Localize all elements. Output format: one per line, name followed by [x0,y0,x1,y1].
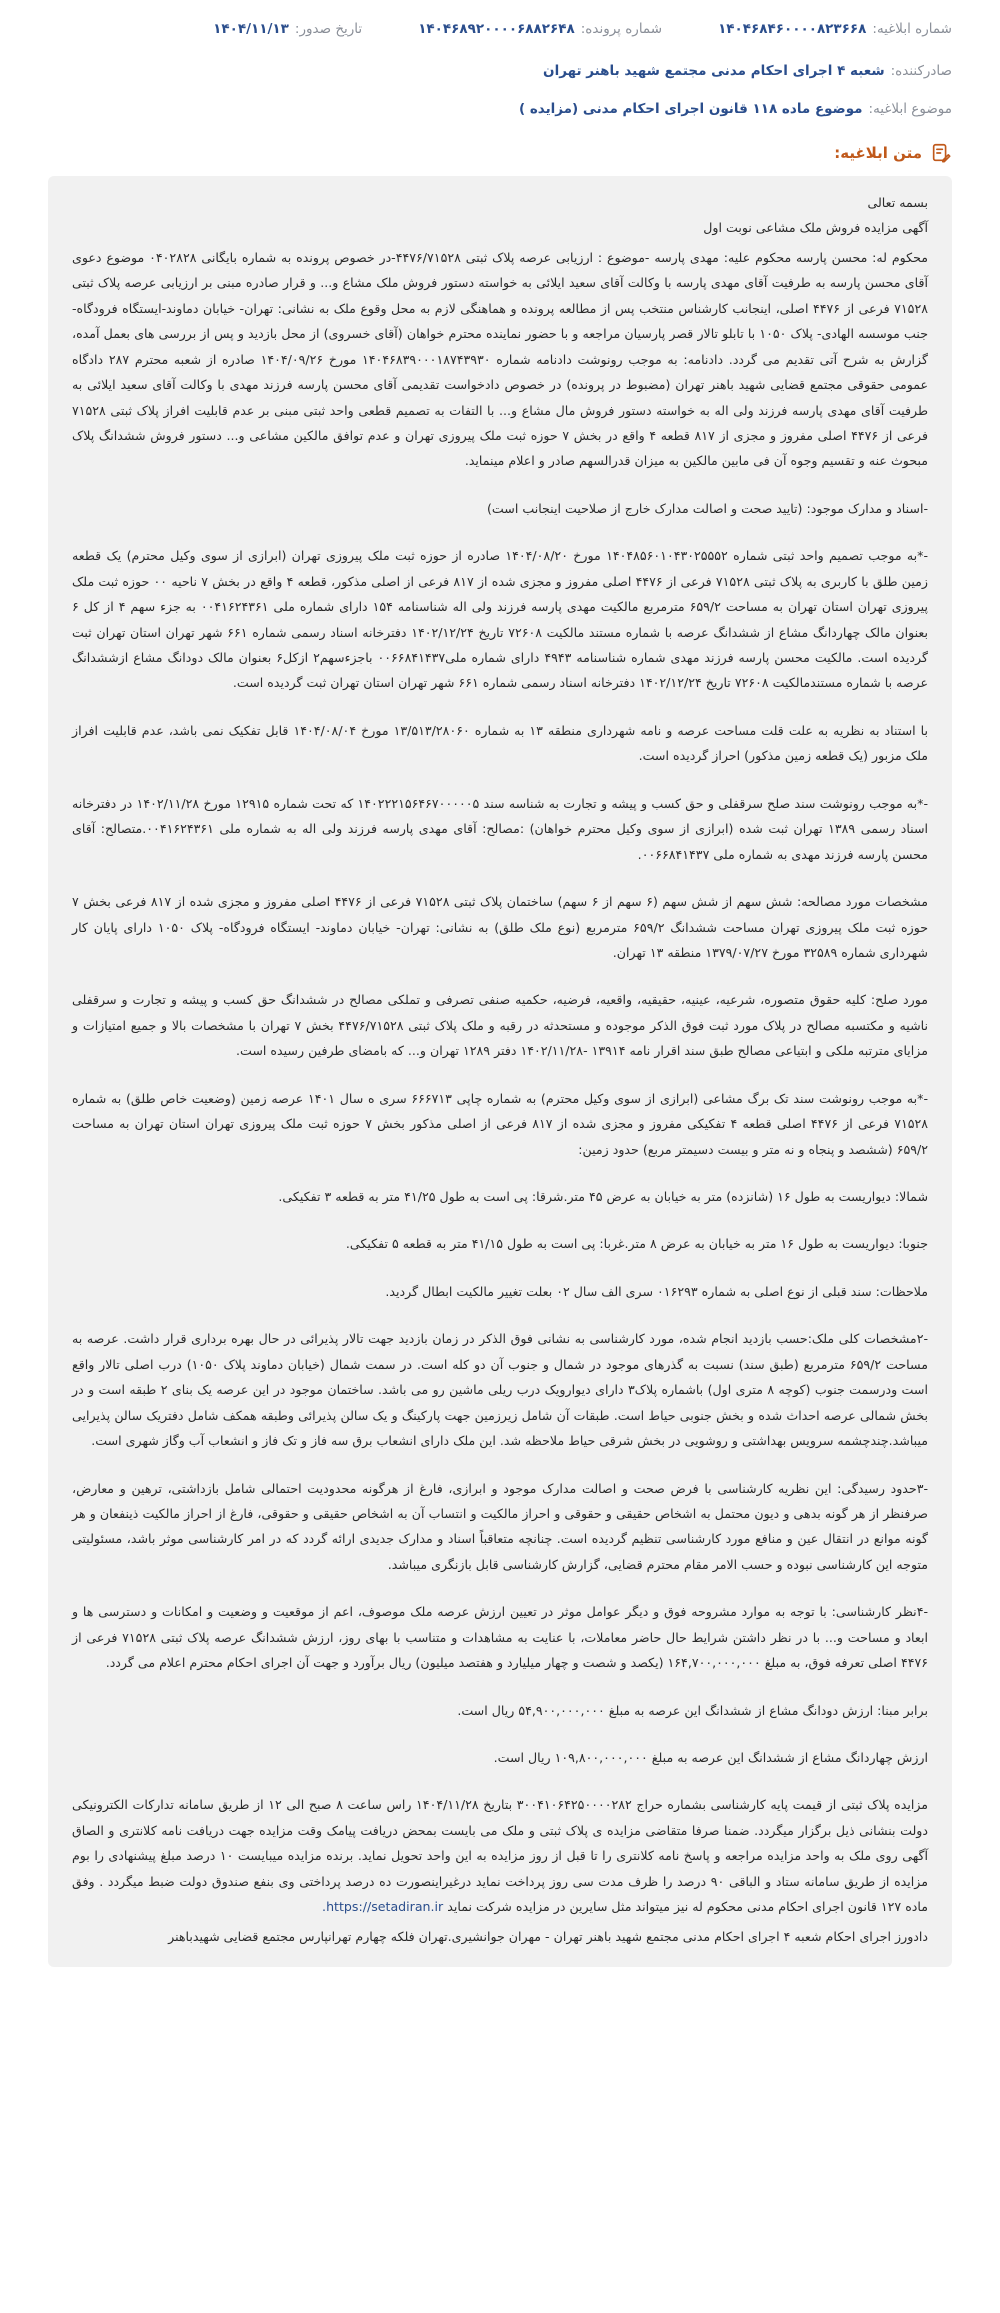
case-number-label: شماره پرونده: [580,21,663,37]
setad-link[interactable]: https://setadiran.ir. [322,1899,444,1915]
notice-number [718,21,952,37]
paragraph-two-share-value: برابر مبنا: ارزش دودانگ مشاع از ششدانگ این عرصه به مبلغ ۵۴,۹۰۰,۰۰۰,۰۰۰ ریال است. [457,1702,928,1718]
paragraph-four-share-value: ارزش چهاردانگ مشاع از ششدانگ این عرصه به مبلغ ۱۰۹,۸۰۰,۰۰۰,۰۰۰ ریال است. [493,1750,928,1765]
paragraph-expert-opinion: -۴نظر کارشناسی: با توجه به موارد مشروحه فوق و دیگر عوامل موثر در تعیین ارزش عرصه ملک موصوف، اعم از موقعیت و وضعیت و امکانات و دسترسی ها و ابعاد و مساحت و... با در نظر داشتن شرایط حال حاضر معاملات، با عنایت به مشاهدات و متناسب با بهای روز، ارزش ششدانگ عرصه پلاک ثبتی ۷۱۵۲۸ فرعی از ۴۴۷۶ اصلی تعرفه فوق، به مبلغ ۱۶۴,۷۰۰,۰۰۰,۰۰۰ (یکصد و شصت و چهار میلیارد و هفتصد میلیون) ریال برآورد و جهت آن اجرای احکام محترم اعلام می گردد. [72,1604,928,1671]
paragraph-settlement-deed: -*به موجب رونوشت سند صلح سرقفلی و حق کسب و پیشه و تجارت به شناسه سند ۱۴۰۲۲۲۱۵۶۴۶۷۰۰۰۰۰۵ که تحت شماره ۱۲۹۱۵ مورخ ۱۴۰۲/۱۱/۲۸ در دفترخانه اسناد رسمی ۱۳۸۹ تهران ثبت شده (ابرازی از سوی وکیل محترم خواهان) :مصالح: آقای مهدی پارسه فرزند ولی اله به شماره ملی ۰۰۴۱۶۲۴۳۶۱.متصالح: آقای محسن پارسه فرزند مهدی به شماره ملی ۰۰۶۶۸۴۱۴۳۷. [72,795,929,862]
case-number [418,21,662,37]
issue-date-value: ۱۴۰۴/۱۱/۱۳ [213,21,289,37]
paragraph-property-specs: -۲مشخصات کلی ملک:حسب بازدید انجام شده، مورد کارشناسی به نشانی فوق الذکر در زمان بازدید جهت تالار پذیرائی در حال بهره برداری قرار داشت. عرصه به مساحت ۶۵۹/۲ مترمربع (طبق سند) نسبت به گذرهای موجود در شمال و جنوب آن دو کله است. در سمت شمال (خیابان دماوند پلاک ۱۰۵۰) درب اصلی تالار واقع است ودرسمت جنوب (کوچه ۸ متری اول) باشماره پلاک۳ دارای دیوارویک درب ریلی ماشین رو می باشد. ساختمان موجود در این عرصه یک بنای ۲ طبقه است و در بخش شمالی عرصه احداث شده و بخش جنوبی حیاط است. طبقات آن شامل زیرزمین جهت پارکینگ و یک سالن پذیرائی وطبقه همکف شامل دفتریک سالن پذیرایی میباشد.چندچشمه سرویس بهداشتی و روشویی در بخش شرقی حیاط ملاحظه شد. این ملک دارای انشعاب برق سه فاز و تک فاز و انشعاب آب وگاز شهری است. [72,1331,928,1449]
section-title-label: متن ابلاغیه: [834,144,922,162]
auction-terms-text: مزایده پلاک ثبتی از قیمت پایه کارشناسی بشماره حراج ۳۰۰۴۱۰۶۴۲۵۰۰۰۰۲۸۲ بتاریخ ۱۴۰۴/۱۱/۲۸ راس ساعت ۸ صبح الی ۱۲ از طریق سامانه تدارکات الکترونیکی دولت بنشانی ذیل برگزار میگردد. ضمنا صرفا متقاضی مزایده ی پلاک ثبتی و ملک می بایست بمحض دریافت پیامک وقت مزایده جهت دریافت نامه کلانتری و الصاق آگهی روی ملک به واحد مزایده مراجعه و پاسخ نامه کلانتری را تا قبل از روز مزایده به این واحد تحویل نماید. برنده مزایده میبایست ۱۰ درصد مبلغ پیشنهادی را بوم مزایده از طریق سامانه ستاد و الباقی ۹۰ درصد را ظرف مدت سی روز پرداخت نماید درغیراینصورت ده درصد پرداختی وی بنفع صندوق دولت ضبط میگردد . وفق ماده ۱۲۷ قانون اجرای احکام مدنی محکوم له نیز میتواند مثل سایرین در مزایده شرکت نماید [72,1797,929,1915]
notice-number-label: شماره ابلاغیه: [872,21,952,37]
section-title [48,142,952,164]
notice-number-value: ۱۴۰۴۶۸۴۶۰۰۰۰۸۲۳۶۶۸ [718,21,867,37]
paragraph-south-west-bounds: جنوبا: دیواریست به طول ۱۶ متر به خیابان به عرض ۸ متر.غربا: پی است به طول ۴۱/۱۵ متر به قطعه ۵ تفکیکی. [345,1236,928,1252]
paragraph-title-deed: -*به موجب رونوشت سند تک برگ مشاعی (ابرازی از سوی وکیل محترم) به شماره چاپی ۶۶۶۷۱۳ سری ه سال ۱۴۰۱ عرصه زمین (وضعیت خاص طلق) به شماره ۷۱۵۲۸ فرعی از ۴۴۷۶ اصلی قطعه ۴ تفکیکی مفروز و مجزی شده از ۸۱۷ فرعی از اصلی مذکور بخش ۷ حوزه ثبت ملک پیروزی تهران استان تهران به مساحت ۶۵۹/۲ (ششصد و پنجاه و نه متر و بیست دسیمتر مربع) حدود زمین: [72,1090,929,1157]
issue-date [213,21,362,37]
greeting: بسمه تعالی [867,195,928,210]
subject-line [48,90,952,128]
paragraph-settlement-subject: مورد صلح: کلیه حقوق متصوره، شرعیه، عینیه، حقیقیه، واقعیه، فرضیه، حکمیه صنفی تصرفی و تملکی مصالح در ششدانگ حق کسب و پیشه و تجارت و سرقفلی ناشیه و مکتسبه مصالح در پلاک مورد ثبت فوق الذکر موجوده و مستحدثه در رقبه و ملک پلاک ثبتی ۴۴۷۶/۷۱۵۲۸ بخش ۷ تهران با مشخصات بالا و جمیع امتیازات و مزایای مترتبه ملکی و ابتیاعی مصالح طبق سند اقرار نامه ۱۳۹۱۴ -۱۴۰۲/۱۱/۲۸ دفتر ۱۲۸۹ تهران و... که بامضای طرفین رسیده است. [72,992,928,1059]
paragraph-remarks: ملاحظات: سند قبلی از نوع اصلی به شماره ۰۱۶۲۹۳ سری الف سال ۰۲ بعلت تغییر مالکیت ابطال گردید. [385,1283,928,1299]
notice-heading: آگهی مزایده فروش ملک مشاعی نوبت اول [703,220,928,236]
issuer-label: صادرکننده: [890,63,952,79]
issuer-value: شعبه ۴ اجرای احکام مدنی مجتمع شهید باهنر تهران [543,63,885,79]
signature-footer: دادورز اجرای احکام شعبه ۴ اجرای احکام مدنی مجتمع شهید باهنر تهران - مهران جوانشیری.تهران فلکه چهارم تهرانپارس مجتمع قضایی شهیدباهنر [168,1928,928,1944]
notice-body [48,176,952,1967]
meta-row [48,6,952,52]
subject-label: موضوع ابلاغیه: [868,101,952,117]
subject-value: موضوع ماده ۱۱۸ قانون اجرای احکام مدنی (مزایده ) [518,101,863,117]
paragraph-north-east-bounds: شمالا: دیواریست به طول ۱۶ (شانزده) متر به خیابان به عرض ۴۵ متر.شرقا: پی است به طول ۴۱/۲۵ متر به قطعه ۳ تفکیکی. [278,1189,928,1204]
paragraph-auction-terms [72,1792,928,1919]
paragraph-scope: -۳حدود رسیدگی: این نظریه کارشناسی با فرض صحت و اصالت مدارک موجود و ابرازی، فارغ از هرگونه محدودیت احتمالی شامل بازداشتی، ترهین و معارض، صرفنظر از هر گونه بدهی و دیون محتمل به اشخاص حقیقی و حقوقی و احراز مالکیت و انتساب آن به اشخاص حقیقی و حقوقی، فارغ از احراز مالکیت ذینفعان و هر گونه موانع در انتقال عین و منافع مورد کارشناسی تنظیم گردیده است. چنانچه متعاقباً اسناد و مدارک جدیدی ارائه گردد که در امر کارشناسی موثر باشد، مسئولیتی متوجه این کارشناسی نبوده و حسب الامر مقام محترم قضایی، گزارش کارشناسی قابل بازنگری میباشد. [72,1480,928,1572]
paragraph-documents: -اسناد و مدارک موجود: (تایید صحت و اصالت مدارک خارج از صلاحیت اینجانب است) [487,500,928,516]
document-edit-icon [930,142,952,164]
case-number-value: ۱۴۰۴۶۸۹۲۰۰۰۰۶۸۸۲۶۴۸ [418,21,575,37]
paragraph-settlement-specs: مشخصات مورد مصالحه: شش سهم از شش سهم (۶ سهم از ۶ سهم) ساختمان پلاک ثبتی ۷۱۵۲۸ فرعی از ۴۴۷۶ اصلی مفروز و مجزی شده از ۸۱۷ فرعی بخش ۷ حوزه ثبت ملک پیروزی تهران مساحت ششدانگ ۶۵۹/۲ مترمربع (نوع ملک طلق) به نشانی: تهران- خیابان دماوند- ایستگاه فرودگاه- پلاک ۱۰۵۰ دارای پایان کار شهرداری شماره ۳۲۵۸۹ مورخ ۱۳۷۹/۰۷/۲۷ منطقه ۱۳ تهران. [72,894,929,960]
issue-date-label: تاریخ صدور: [294,21,363,37]
paragraph-case-summary: محکوم له: محسن پارسه محکوم علیه: مهدی پارسه -موضوع : ارزیابی عرصه پلاک ثبتی ۴۴۷۶/۷۱۵۲۸-در خصوص پرونده به شماره بایگانی ۰۴۰۲۸۲۸ موضوع دعوی آقای محسن پارسه به طرفیت آقای مهدی پارسه با وکالت آقای سعید ایلائی به خواسته دستور فروش ملک مشاع و... و قرار صادره مبنی بر ارزیابی عرصه پلاک ثبتی ۷۱۵۲۸ فرعی از ۴۴۷۶ اصلی، اینجانب کارشناس منتخب پس از مطالعه پرونده و هماهنگی لازم به محل وقوع ملک به نشانی: تهران- خیابان دماوند-ایستگاه فرودگاه- جنب موسسه الهادی- پلاک ۱۰۵۰ با تابلو تالار قصر پارسیان مراجعه و با حضور نماینده محترم خواهان (آقای خسروی) از محل بازدید و پس از بررسی های بعمل آمده، گزارش به شرح آتی تقدیم می گردد. دادنامه: به موجب رونوشت دادنامه شماره ۱۴۰۴۶۸۳۹۰۰۰۱۸۷۴۳۹۳۰ مورخ ۱۴۰۴/۰۹/۲۶ صادره از شعبه محترم ۲۸۷ دادگاه عمومی حقوقی مجتمع قضایی شهید باهنر تهران (مضبوط در پرونده) در خصوص دادخواست تقدیمی آقای محسن پارسه فرزند مهدی با وکالت آقای سعید ایلائی به طرفیت آقای مهدی پارسه فرزند ولی اله به خواسته دستور فروش مال مشاع و... با التفات به تصمیم قطعی واحد ثبتی مبنی بر عدم قابلیت افراز پلاک ثبتی ۷۱۵۲۸ فرعی از ۴۴۷۶ اصلی مفروز و مجزی از ۸۱۷ قطعه ۴ واقع در بخش ۷ حوزه ثبت ملک پیروزی تهران و عدم توافق مالکین مشاعی و... دستور فروش ششدانگ پلاک مبحوث عنه و تقسیم وجوه آن فی مابین مالکین به میزان قدرالسهم صادر و اعلام مینماید. [72,249,928,469]
issuer-line [48,52,952,90]
paragraph-no-partition: با استناد به نظریه به علت قلت مساحت عرصه و نامه شهرداری منطقه ۱۳ به شماره ۱۳/۵۱۳/۲۸۰۶۰ مورخ ۱۴۰۴/۰۸/۰۴ قابل تفکیک نمی باشد، عدم قابلیت افراز ملک مزبور (یک قطعه زمین مذکور) احراز گردیده است. [72,722,928,764]
paragraph-registry-decision: -*به موجب تصمیم واحد ثبتی شماره ۱۴۰۴۸۵۶۰۱۰۴۳۰۲۵۵۵۲ مورخ ۱۴۰۴/۰۸/۲۰ صادره از حوزه ثبت ملک پیروزی تهران (ابرازی از سوی وکیل محترم) یک قطعه زمین طلق با کاربری به پلاک ثبتی ۷۱۵۲۸ فرعی از ۴۴۷۶ اصلی مفروز و مجزی شده از ۸۱۷ فرعی از اصلی مذکور، قطعه ۴ واقع در بخش ۷ ناحیه ۰۰ حوزه ثبت ملک پیروزی تهران استان تهران به مساحت ۶۵۹/۲ مترمربع مالکیت مهدی پارسه فرزند ولی اله شناسنامه ۱۵۴ دارای شماره ملی ۰۰۴۱۶۲۴۳۶۱ به جزء سهم ۴ از کل ۶ بعنوان مالک چهاردانگ مشاع از ششدانگ عرصه با شماره مستند مالکیت ۷۲۶۰۸ تاریخ ۱۴۰۲/۱۲/۲۴ دفترخانه اسناد رسمی شماره ۶۶۱ شهر تهران استان تهران ثبت گردیده است. مالکیت محسن پارسه فرزند مهدی شماره شناسنامه ۴۹۴۳ دارای شماره ملی۰۰۶۶۸۴۱۴۳۷ باجزءسهم۲ ازکل۶ بعنوان مالک دودانگ مشاع ازششدانگ عرصه با شماره مستندمالکیت ۷۲۶۰۸ تاریخ ۱۴۰۲/۱۲/۲۴ دفترخانه اسناد رسمی شماره ۶۶۱ شهر تهران استان تهران ثبت گردیده است. [72,548,929,691]
